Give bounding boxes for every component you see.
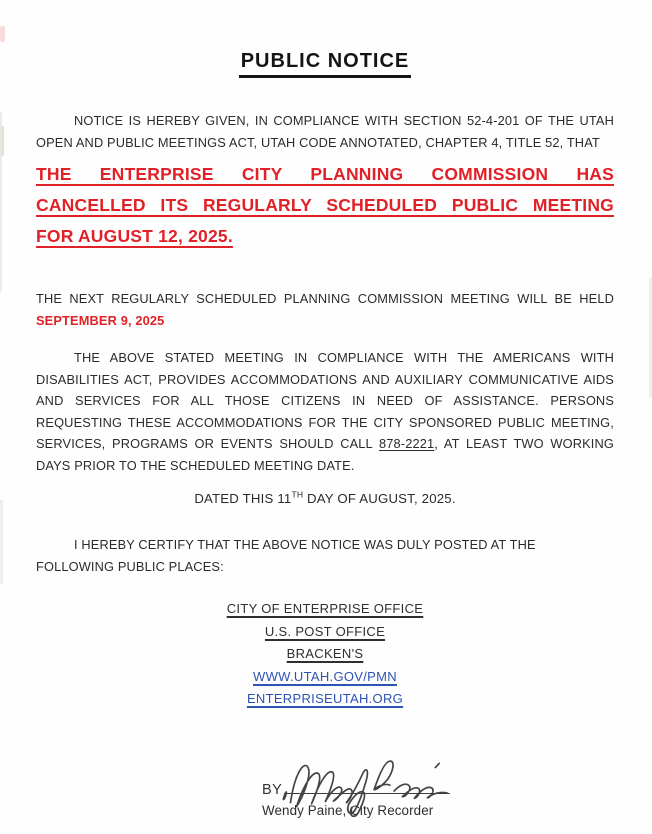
- ada-paragraph: [36, 347, 614, 476]
- handwritten-signature-icon: [275, 751, 455, 823]
- signature-block: [262, 763, 502, 834]
- place-post-office: U.S. POST OFFICE: [264, 623, 386, 639]
- posting-places-list: [36, 598, 614, 711]
- cancellation-line-2: CANCELLED ITS REGULARLY SCHEDULED PUBLIC MEETING: [36, 195, 614, 215]
- place-brackens: BRACKEN'S: [286, 646, 364, 661]
- next-meeting-paragraph: [36, 288, 614, 332]
- ordinal-suffix: TH: [291, 489, 304, 500]
- cancellation-heading: [36, 159, 614, 252]
- page-title: PUBLIC NOTICE: [239, 50, 412, 78]
- scan-artifact: [0, 26, 5, 42]
- certify-text: I HEREBY CERTIFY THAT THE ABOVE NOTICE WAS DULY POSTED AT THE FOLLOWING PUBLIC PLACES:: [36, 537, 536, 574]
- dated-text: DATED THIS 11: [194, 491, 292, 506]
- next-meeting-text: THE NEXT REGULARLY SCHEDULED PLANNING COMMISSION MEETING WILL BE HELD: [36, 291, 614, 306]
- certify-paragraph: [36, 534, 614, 578]
- ada-text-before-phone: THE ABOVE STATED MEETING IN COMPLIANCE WITH THE AMERICANS WITH DISABILITIES ACT, PROVIDES ACCOMMODATIONS AND AUXILIARY COMMUNICATIVE AIDS AND SERVICES FOR ALL THOSE CITIZENS IN NEED OF ASSISTANCE. PERSONS REQUESTING THESE ACCOMMODATIONS FOR THE CITY SPONSORED PUBLIC MEETING, SERVICES, PROGRAMS OR EVENTS SHOULD CALL: [36, 350, 614, 451]
- ada-text-after-phone: , AT LEAST TWO WORKING DAYS PRIOR TO THE SCHEDULED MEETING DATE.: [36, 436, 614, 473]
- phone-number: 878-2221: [378, 436, 435, 451]
- by-label: BY: [262, 781, 283, 798]
- link-utah-gov-pmn[interactable]: WWW.UTAH.GOV/PMN: [253, 668, 397, 684]
- recorder-name: Wendy Paine, City Recorder: [262, 802, 434, 818]
- intro-text: NOTICE IS HEREBY GIVEN, IN COMPLIANCE WITH SECTION 52-4-201 OF THE UTAH OPEN AND PUBLIC MEETINGS ACT, UTAH CODE ANNOTATED, CHAPTER 4, TITLE 52, THAT: [36, 113, 614, 150]
- dated-text-rest: DAY OF AUGUST, 2025.: [303, 491, 456, 506]
- cancellation-line-1: THE ENTERPRISE CITY PLANNING COMMISSION HAS: [36, 164, 614, 184]
- scan-artifact: [0, 112, 2, 292]
- link-enterpriseutah-org[interactable]: ENTERPRISEUTAH.ORG: [246, 691, 404, 706]
- place-city-office: CITY OF ENTERPRISE OFFICE: [226, 601, 424, 616]
- intro-paragraph: [36, 110, 614, 154]
- cancellation-line-3: FOR AUGUST 12, 2025.: [36, 226, 233, 246]
- next-meeting-date: SEPTEMBER 9, 2025: [36, 313, 165, 328]
- title-wrap: [36, 50, 614, 78]
- scan-artifact: [0, 500, 3, 584]
- dated-line: [36, 488, 614, 510]
- scan-artifact: [0, 126, 4, 156]
